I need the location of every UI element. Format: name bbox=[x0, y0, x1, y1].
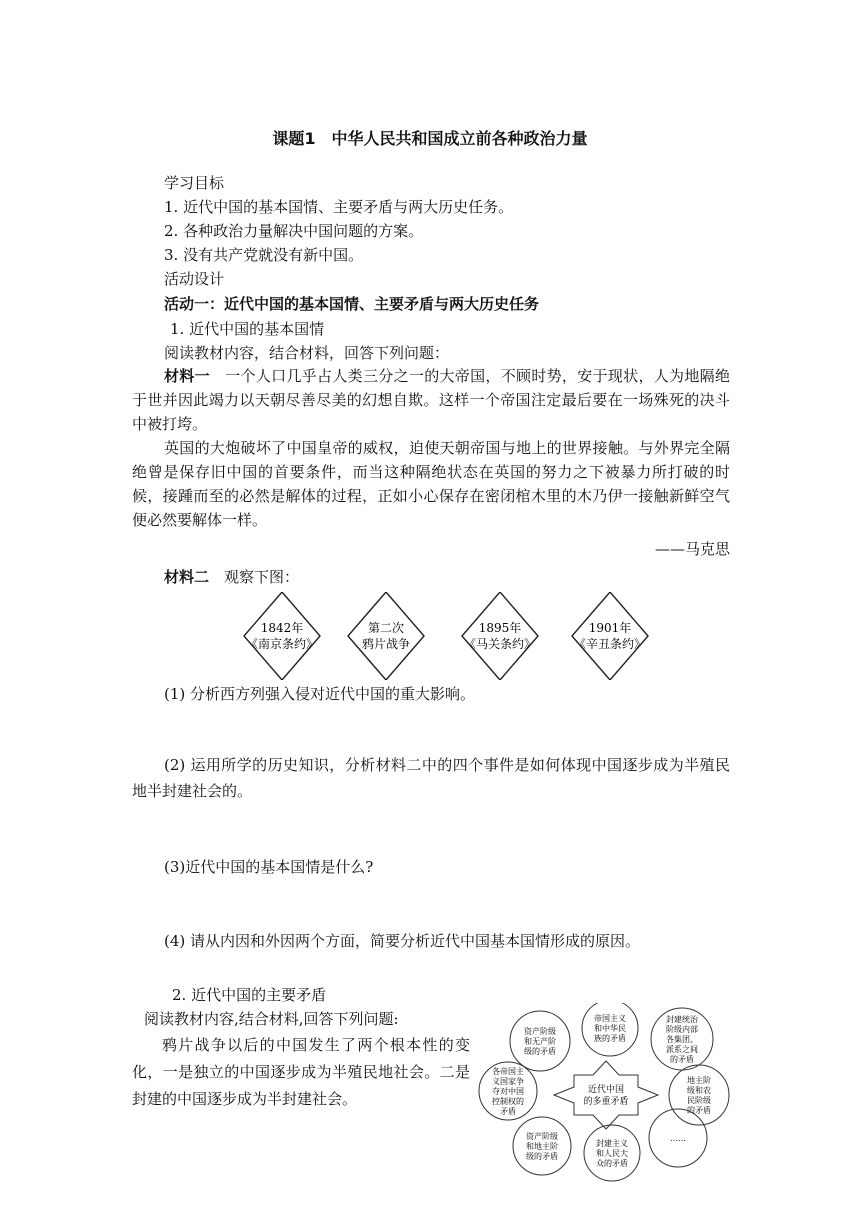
objective-item: 2. 各种政治力量解决中国问题的方案。 bbox=[164, 222, 424, 240]
question-3: (3)近代中国的基本国情是什么? bbox=[164, 858, 374, 876]
material2-label: 材料二 bbox=[164, 568, 210, 586]
event-diamond bbox=[572, 592, 648, 680]
instruction2: 阅读教材内容,结合材料,回答下列问题: bbox=[144, 1010, 399, 1028]
contradiction-bubble bbox=[649, 1109, 707, 1167]
question-1: (1) 分析西方列强入侵对近代中国的重大影响。 bbox=[164, 685, 476, 703]
bubble-label-line: 控制权的 bbox=[492, 1097, 524, 1106]
material3-paragraph: 鸦片战争以后的中国发生了两个根本性的变化，一是独立的中国逐步成为半殖民地社会。二是封建的中国逐步成为半封建社会。 bbox=[132, 1036, 470, 1108]
event-diamond bbox=[462, 592, 538, 680]
page-title: 课题1 中华人民共和国成立前各种政治力量 bbox=[272, 129, 588, 148]
material1-author: ——马克思 bbox=[654, 540, 730, 558]
bubble-label-line: 各集团、 bbox=[666, 1035, 698, 1044]
objective-item: 3. 没有共产党就没有新中国。 bbox=[164, 246, 364, 264]
bubble-label-line: 的矛盾 bbox=[687, 1106, 711, 1115]
question-4: (4) 请从内因和外因两个方面，简要分析近代中国基本国情形成的原因。 bbox=[164, 932, 641, 950]
bubble-circle bbox=[669, 1065, 729, 1125]
material1-paragraph2: 英国的大炮破坏了中国皇帝的威权，迫使天朝帝国与地上的世界接触。与外界完全隔绝曾是保存旧中国的首要条件，而当这种隔绝状态在英国的努力之下被暴力所打破的时候，接踵而至的必然是解体的过程，正如小心保存在密闭棺木里的木乃伊一接触新鲜空气便必然要解体一样。 bbox=[132, 439, 730, 529]
material1-label: 材料一 bbox=[164, 367, 210, 385]
contradiction-bubble bbox=[584, 1125, 640, 1181]
material2-text: 观察下图： bbox=[224, 568, 300, 586]
bubble-label-line: 各帝国主 bbox=[492, 1067, 524, 1076]
contradiction-bubble bbox=[513, 1117, 571, 1175]
contradiction-bubble bbox=[510, 1011, 570, 1071]
event-line2: 《辛丑条约》 bbox=[573, 637, 647, 651]
contradiction-bubble bbox=[651, 1008, 713, 1070]
event-diamond bbox=[244, 592, 320, 680]
bubble-label-line: 地主阶 bbox=[687, 1076, 711, 1085]
events-diagram bbox=[240, 592, 660, 680]
bubble-label-line: 阶级内部 bbox=[666, 1025, 698, 1034]
center-label-line: 近代中国 bbox=[587, 1085, 625, 1095]
event-line1: 1901年 bbox=[588, 621, 632, 635]
bubble-label-line: 封建主义 bbox=[596, 1139, 628, 1148]
bubble-label-line: 的矛盾 bbox=[670, 1055, 694, 1064]
bubble-label-line: 夺对中国 bbox=[492, 1087, 524, 1096]
event-line2: 《马关条约》 bbox=[463, 637, 537, 651]
material1-text1: 一个人口几乎占人类三分之一的大帝国，不顾时势，安于现状，人为地隔绝于世并因此竭力以天朝尽善尽美的幻想自欺。这样一个帝国注定最后要在一场殊死的决斗中被打垮。 bbox=[132, 367, 730, 433]
contradiction-bubble bbox=[669, 1065, 729, 1125]
bubble-label-line: 和无产阶 bbox=[524, 1037, 556, 1046]
bubble-label-line: 帝国主义 bbox=[594, 1014, 626, 1023]
bubble-label-line: …… bbox=[670, 1134, 686, 1143]
bubble-label-line: 和地主阶 bbox=[526, 1142, 558, 1151]
contradiction-bubble bbox=[479, 1062, 537, 1120]
bubble-label-line: 派系之间 bbox=[666, 1045, 698, 1054]
event-line2: 《南京条约》 bbox=[245, 637, 319, 651]
activity1-title: 活动一：近代中国的基本国情、主要矛盾与两大历史任务 bbox=[164, 295, 540, 313]
center-star-shape bbox=[554, 1061, 658, 1129]
bubble-label-line: 级的矛盾 bbox=[526, 1152, 558, 1161]
contradiction-bubble bbox=[582, 1003, 638, 1056]
section2-heading: 2. 近代中国的主要矛盾 bbox=[172, 986, 327, 1004]
bubble-label-line: 和人民大 bbox=[596, 1149, 628, 1158]
bubble-label-line: 资产阶级 bbox=[526, 1132, 558, 1141]
bubble-label-line: 级的矛盾 bbox=[524, 1047, 556, 1056]
event-line1: 第二次 bbox=[367, 621, 405, 635]
bubble-label-line: 矛盾 bbox=[500, 1107, 516, 1116]
material2-line bbox=[164, 566, 299, 587]
bubble-label-line: 族的矛盾 bbox=[594, 1034, 626, 1043]
bubble-label-line: 封建统治 bbox=[666, 1015, 698, 1024]
activity-design-heading: 活动设计 bbox=[164, 270, 225, 288]
event-line1: 1842年 bbox=[260, 621, 304, 635]
center-label-line: 的多重矛盾 bbox=[583, 1097, 629, 1107]
material1-paragraph1 bbox=[132, 364, 730, 436]
bubble-label-line: 民阶级 bbox=[687, 1096, 711, 1105]
objectives-heading: 学习目标 bbox=[164, 174, 225, 192]
event-line1: 1895年 bbox=[478, 621, 522, 635]
bubble-label-line: 和中华民 bbox=[594, 1024, 626, 1033]
event-diamond bbox=[348, 592, 424, 680]
event-line2: 鸦片战争 bbox=[361, 637, 411, 651]
bubble-label-line: 级和农 bbox=[687, 1086, 711, 1095]
bubble-label-line: 义国家争 bbox=[492, 1077, 524, 1086]
question-2: (2) 运用所学的历史知识，分析材料二中的四个事件是如何体现中国逐步成为半殖民地半封建社会的。 bbox=[132, 756, 730, 800]
contradictions-diagram bbox=[478, 1003, 730, 1185]
section1-heading: 1. 近代中国的基本国情 bbox=[170, 320, 325, 338]
instruction: 阅读教材内容，结合材料，回答下列问题： bbox=[164, 344, 450, 362]
objective-item: 1. 近代中国的基本国情、主要矛盾与两大历史任务。 bbox=[164, 198, 514, 216]
bubble-label-line: 资产阶级 bbox=[524, 1027, 556, 1036]
center-label bbox=[583, 1083, 628, 1107]
bubble-label-line: 众的矛盾 bbox=[596, 1159, 628, 1168]
